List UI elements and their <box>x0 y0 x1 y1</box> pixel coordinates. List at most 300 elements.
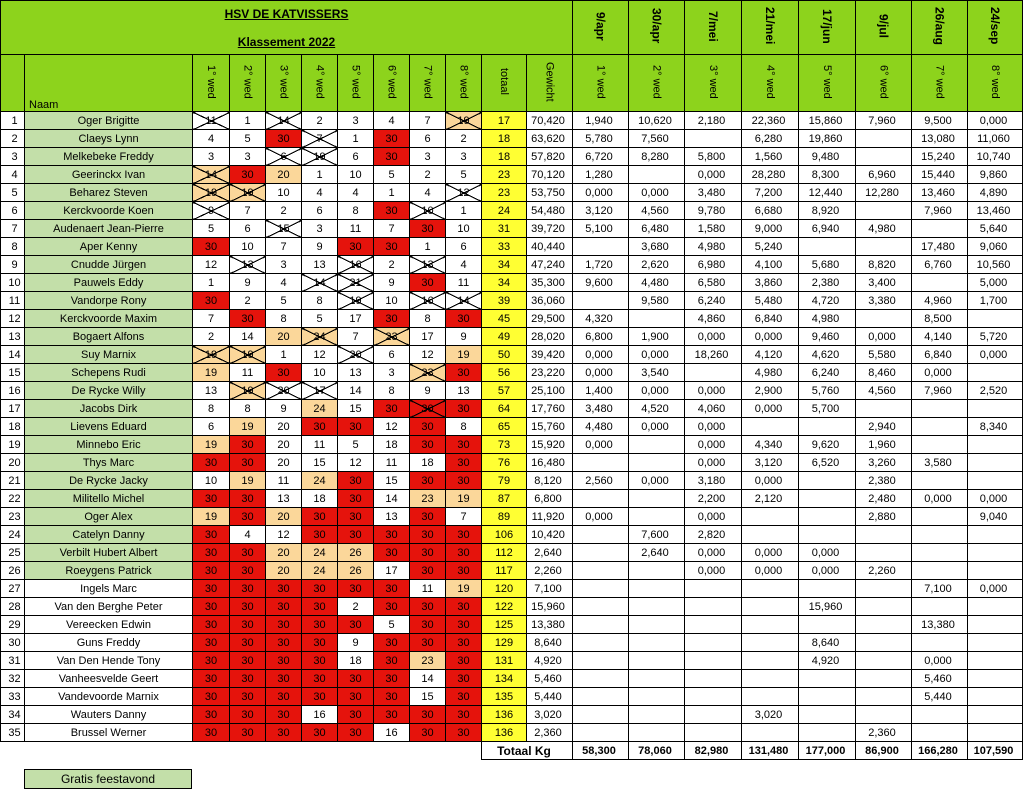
name-header: Naam <box>25 55 193 112</box>
weight-cell: 2,360 <box>856 724 912 742</box>
weight-cell <box>629 454 685 472</box>
rank-cell: 5 <box>1 184 25 202</box>
total-points: 125 <box>482 616 527 634</box>
placing-cell: 30 <box>230 598 266 616</box>
placing-cell: 13 <box>266 490 302 508</box>
placing-cell: 30 <box>446 670 482 688</box>
placing-cell: 19 <box>193 364 230 382</box>
placing-cell: 9 <box>193 202 230 220</box>
placing-cell: 30 <box>302 526 338 544</box>
placing-cell: 20 <box>266 508 302 526</box>
placing-cell: 5 <box>230 130 266 148</box>
weight-cell <box>968 364 1023 382</box>
weight-cell <box>742 508 799 526</box>
weight-cell <box>799 238 856 256</box>
total-points: 57 <box>482 382 527 400</box>
rank-cell: 34 <box>1 706 25 724</box>
weight-cell: 0,000 <box>799 562 856 580</box>
placing-cell: 10 <box>338 166 374 184</box>
placing-cell: 30 <box>230 310 266 328</box>
weight-cell <box>968 310 1023 328</box>
placing-cell: 30 <box>266 688 302 706</box>
weight-cell: 4,720 <box>799 292 856 310</box>
total-kg-cell: 82,980 <box>685 742 742 760</box>
placing-cell: 11 <box>193 112 230 130</box>
placing-cell: 4 <box>302 184 338 202</box>
total-weight: 10,420 <box>527 526 573 544</box>
placing-cell: 19 <box>193 346 230 364</box>
competitor-name: Roeygens Patrick <box>25 562 193 580</box>
placing-cell: 6 <box>193 418 230 436</box>
weight-cell: 6,240 <box>799 364 856 382</box>
placing-cell: 10 <box>374 292 410 310</box>
placing-cell: 30 <box>193 544 230 562</box>
placing-cell: 30 <box>302 634 338 652</box>
placing-cell: 30 <box>410 616 446 634</box>
total-points: 24 <box>482 202 527 220</box>
placing-cell: 30 <box>410 400 446 418</box>
weight-cell: 9,580 <box>629 292 685 310</box>
placing-cell: 12 <box>374 418 410 436</box>
weight-cell: 0,000 <box>685 382 742 400</box>
table-row <box>1 508 1023 526</box>
weight-cell: 4,890 <box>968 184 1023 202</box>
placing-cell: 30 <box>193 706 230 724</box>
rank-cell: 22 <box>1 490 25 508</box>
total-weight: 7,100 <box>527 580 573 598</box>
weight-cell: 5,760 <box>799 382 856 400</box>
placing-cell: 6 <box>266 148 302 166</box>
weight-cell: 4,960 <box>912 292 968 310</box>
wed-header: 7° wed <box>410 55 446 112</box>
placing-cell: 30 <box>230 436 266 454</box>
competitor-name: Van Den Hende Tony <box>25 652 193 670</box>
rank-cell: 33 <box>1 688 25 706</box>
weight-cell <box>685 364 742 382</box>
rank-cell: 29 <box>1 616 25 634</box>
total-weight: 40,440 <box>527 238 573 256</box>
total-weight: 15,760 <box>527 418 573 436</box>
weight-cell <box>742 598 799 616</box>
placing-cell: 11 <box>302 436 338 454</box>
placing-cell: 14 <box>266 112 302 130</box>
placing-cell: 30 <box>446 562 482 580</box>
weight-cell <box>856 652 912 670</box>
total-kg-cell: 107,590 <box>968 742 1023 760</box>
weight-cell <box>629 562 685 580</box>
placing-cell: 23 <box>410 490 446 508</box>
weight-cell <box>912 526 968 544</box>
weight-cell <box>629 706 685 724</box>
placing-cell: 30 <box>410 544 446 562</box>
weight-cell: 15,240 <box>912 148 968 166</box>
placing-cell: 30 <box>266 706 302 724</box>
weight-header: Gewicht <box>527 55 573 112</box>
placing-cell: 5 <box>374 166 410 184</box>
weight-cell <box>856 238 912 256</box>
table-row <box>1 652 1023 670</box>
wed-header: 1° wed <box>193 55 230 112</box>
placing-cell: 19 <box>302 148 338 166</box>
placing-cell: 3 <box>338 112 374 130</box>
table-row <box>1 670 1023 688</box>
placing-cell: 4 <box>193 130 230 148</box>
weight-cell <box>856 688 912 706</box>
weight-cell <box>685 598 742 616</box>
total-weight: 63,620 <box>527 130 573 148</box>
placing-cell: 30 <box>446 472 482 490</box>
competitor-name: Cnudde Jürgen <box>25 256 193 274</box>
weight-cell: 7,960 <box>912 382 968 400</box>
total-weight: 6,800 <box>527 490 573 508</box>
weight-cell <box>968 454 1023 472</box>
placing-cell: 30 <box>266 580 302 598</box>
weight-cell: 9,460 <box>799 328 856 346</box>
total-kg-cell: 58,300 <box>573 742 629 760</box>
weight-cell: 0,000 <box>573 508 629 526</box>
total-weight: 2,360 <box>527 724 573 742</box>
placing-cell: 5 <box>302 310 338 328</box>
placing-cell: 13 <box>302 256 338 274</box>
placing-cell: 9 <box>266 400 302 418</box>
total-weight: 54,480 <box>527 202 573 220</box>
weight-cell <box>856 598 912 616</box>
weight-cell: 13,080 <box>912 130 968 148</box>
date-wed-header: 5° wed <box>799 55 856 112</box>
weight-cell: 4,120 <box>742 346 799 364</box>
weight-cell <box>912 544 968 562</box>
weight-cell: 2,200 <box>685 490 742 508</box>
placing-cell: 30 <box>302 598 338 616</box>
placing-cell: 1 <box>374 184 410 202</box>
weight-cell: 2,940 <box>856 418 912 436</box>
weight-cell: 0,000 <box>573 184 629 202</box>
competitor-name: Brussel Werner <box>25 724 193 742</box>
weight-cell: 0,000 <box>573 436 629 454</box>
weight-cell: 0,000 <box>685 328 742 346</box>
placing-cell: 30 <box>410 598 446 616</box>
total-kg-cell: 166,280 <box>912 742 968 760</box>
placing-cell: 19 <box>230 418 266 436</box>
table-row <box>1 220 1023 238</box>
weight-cell: 6,800 <box>573 328 629 346</box>
weight-cell: 4,480 <box>573 418 629 436</box>
placing-cell: 9 <box>374 274 410 292</box>
placing-cell: 4 <box>230 526 266 544</box>
placing-cell: 30 <box>266 598 302 616</box>
weight-cell: 3,180 <box>685 472 742 490</box>
placing-cell: 6 <box>446 238 482 256</box>
weight-cell <box>912 598 968 616</box>
total-points: 34 <box>482 274 527 292</box>
placing-cell: 30 <box>338 508 374 526</box>
total-kg-cell: 131,480 <box>742 742 799 760</box>
placing-cell: 23 <box>410 652 446 670</box>
placing-cell: 7 <box>266 238 302 256</box>
placing-cell: 30 <box>446 400 482 418</box>
placing-cell: 30 <box>446 436 482 454</box>
weight-cell <box>629 580 685 598</box>
placing-cell: 19 <box>230 184 266 202</box>
weight-cell <box>912 706 968 724</box>
rank-cell: 12 <box>1 310 25 328</box>
placing-cell: 13 <box>193 382 230 400</box>
placing-cell: 30 <box>374 688 410 706</box>
weight-cell: 6,760 <box>912 256 968 274</box>
weight-cell: 6,580 <box>685 274 742 292</box>
placing-cell: 19 <box>446 490 482 508</box>
total-points: 56 <box>482 364 527 382</box>
placing-cell: 11 <box>266 472 302 490</box>
placing-cell: 5 <box>446 166 482 184</box>
placing-cell: 2 <box>410 166 446 184</box>
placing-cell: 4 <box>446 256 482 274</box>
total-weight: 23,220 <box>527 364 573 382</box>
placing-cell: 30 <box>193 652 230 670</box>
weight-cell: 0,000 <box>685 166 742 184</box>
date-header: 9/jul <box>856 1 912 55</box>
placing-cell: 5 <box>266 292 302 310</box>
weight-cell: 0,000 <box>968 490 1023 508</box>
weight-cell <box>573 544 629 562</box>
placing-cell: 2 <box>374 256 410 274</box>
placing-cell: 30 <box>410 724 446 742</box>
placing-cell: 14 <box>410 670 446 688</box>
placing-cell: 16 <box>302 706 338 724</box>
table-row <box>1 706 1023 724</box>
weight-cell <box>573 652 629 670</box>
weight-cell: 8,300 <box>799 166 856 184</box>
total-points: 33 <box>482 238 527 256</box>
weight-cell: 4,560 <box>629 202 685 220</box>
weight-cell: 0,000 <box>629 184 685 202</box>
weight-cell: 5,680 <box>799 256 856 274</box>
placing-cell: 30 <box>374 238 410 256</box>
weight-cell: 3,680 <box>629 238 685 256</box>
weight-cell: 2,180 <box>685 112 742 130</box>
rank-cell: 27 <box>1 580 25 598</box>
weight-cell <box>573 724 629 742</box>
competitor-name: Schepens Rudi <box>25 364 193 382</box>
placing-cell: 26 <box>338 562 374 580</box>
weight-cell: 1,700 <box>968 292 1023 310</box>
total-weight: 35,300 <box>527 274 573 292</box>
placing-cell: 30 <box>410 274 446 292</box>
competitor-name: Lievens Eduard <box>25 418 193 436</box>
weight-cell: 0,000 <box>742 544 799 562</box>
total-weight: 25,100 <box>527 382 573 400</box>
placing-cell: 18 <box>410 454 446 472</box>
weight-cell: 22,360 <box>742 112 799 130</box>
weight-cell <box>629 508 685 526</box>
weight-cell: 5,460 <box>912 670 968 688</box>
placing-cell: 3 <box>266 256 302 274</box>
weight-cell: 0,000 <box>685 454 742 472</box>
placing-cell: 30 <box>446 706 482 724</box>
placing-cell: 30 <box>230 580 266 598</box>
weight-cell: 6,520 <box>799 454 856 472</box>
weight-cell <box>573 292 629 310</box>
weight-cell <box>629 490 685 508</box>
competitor-name: Kerckvoorde Koen <box>25 202 193 220</box>
placing-cell: 1 <box>230 112 266 130</box>
table-row <box>1 364 1023 382</box>
placing-cell: 30 <box>374 526 410 544</box>
placing-cell: 30 <box>193 562 230 580</box>
date-wed-header: 4° wed <box>742 55 799 112</box>
total-points: 120 <box>482 580 527 598</box>
weight-cell: 5,800 <box>685 148 742 166</box>
rank-cell: 14 <box>1 346 25 364</box>
placing-cell: 3 <box>193 148 230 166</box>
weight-cell: 0,000 <box>856 328 912 346</box>
placing-cell: 30 <box>446 634 482 652</box>
weight-cell <box>629 634 685 652</box>
weight-cell: 6,840 <box>742 310 799 328</box>
table-row <box>1 238 1023 256</box>
weight-cell <box>968 436 1023 454</box>
wed-header: 6° wed <box>374 55 410 112</box>
weight-cell <box>856 706 912 724</box>
placing-cell: 12 <box>302 346 338 364</box>
placing-cell: 13 <box>374 508 410 526</box>
placing-cell: 30 <box>302 508 338 526</box>
total-points: 64 <box>482 400 527 418</box>
placing-cell: 19 <box>193 436 230 454</box>
weight-cell <box>912 472 968 490</box>
placing-cell: 8 <box>193 400 230 418</box>
placing-cell: 30 <box>302 418 338 436</box>
placing-cell: 30 <box>374 202 410 220</box>
placing-cell: 30 <box>446 688 482 706</box>
placing-cell: 11 <box>446 274 482 292</box>
weight-cell <box>856 202 912 220</box>
table-row <box>1 436 1023 454</box>
rank-cell: 18 <box>1 418 25 436</box>
placing-cell: 11 <box>338 220 374 238</box>
total-weight: 39,720 <box>527 220 573 238</box>
table-row <box>1 346 1023 364</box>
weight-cell: 8,500 <box>912 310 968 328</box>
placing-cell: 7 <box>230 202 266 220</box>
placing-cell: 9 <box>410 382 446 400</box>
weight-cell: 0,000 <box>685 508 742 526</box>
rank-cell: 3 <box>1 148 25 166</box>
date-header: 24/sep <box>968 1 1023 55</box>
weight-cell: 1,280 <box>573 166 629 184</box>
weight-cell <box>629 616 685 634</box>
placing-cell: 12 <box>193 256 230 274</box>
placing-cell: 8 <box>302 292 338 310</box>
date-wed-header: 3° wed <box>685 55 742 112</box>
weight-cell: 4,320 <box>573 310 629 328</box>
rank-cell: 23 <box>1 508 25 526</box>
weight-cell: 6,680 <box>742 202 799 220</box>
weight-cell: 0,000 <box>968 112 1023 130</box>
total-points: 79 <box>482 472 527 490</box>
weight-cell <box>799 472 856 490</box>
weight-cell <box>856 634 912 652</box>
weight-cell: 0,000 <box>912 364 968 382</box>
weight-cell: 5,700 <box>799 400 856 418</box>
weight-cell <box>685 652 742 670</box>
placing-cell: 4 <box>374 112 410 130</box>
placing-cell: 30 <box>302 652 338 670</box>
competitor-name: Vandevoorde Marnix <box>25 688 193 706</box>
placing-cell: 21 <box>338 274 374 292</box>
placing-cell: 1 <box>193 274 230 292</box>
weight-cell: 7,960 <box>912 202 968 220</box>
table-row <box>1 148 1023 166</box>
placing-cell: 5 <box>374 616 410 634</box>
rank-cell: 35 <box>1 724 25 742</box>
total-weight: 5,460 <box>527 670 573 688</box>
placing-cell: 30 <box>230 544 266 562</box>
weight-cell: 5,440 <box>912 688 968 706</box>
weight-cell <box>573 598 629 616</box>
weight-cell: 1,580 <box>685 220 742 238</box>
weight-cell: 4,980 <box>685 238 742 256</box>
placing-cell: 30 <box>338 688 374 706</box>
weight-cell <box>573 634 629 652</box>
table-row <box>1 130 1023 148</box>
competitor-name: Ingels Marc <box>25 580 193 598</box>
placing-cell: 7 <box>338 328 374 346</box>
placing-cell: 14 <box>446 292 482 310</box>
placing-cell: 8 <box>230 400 266 418</box>
placing-cell: 13 <box>410 256 446 274</box>
weight-cell: 15,960 <box>799 598 856 616</box>
rank-cell: 25 <box>1 544 25 562</box>
total-weight: 13,380 <box>527 616 573 634</box>
placing-cell: 30 <box>193 454 230 472</box>
total-weight: 16,480 <box>527 454 573 472</box>
placing-cell: 20 <box>266 382 302 400</box>
placing-cell: 24 <box>302 328 338 346</box>
wed-header: 5° wed <box>338 55 374 112</box>
placing-cell: 30 <box>374 148 410 166</box>
placing-cell: 30 <box>230 652 266 670</box>
weight-cell <box>799 670 856 688</box>
placing-cell: 20 <box>266 562 302 580</box>
competitor-name: Vandorpe Rony <box>25 292 193 310</box>
table-row <box>1 616 1023 634</box>
weight-cell: 3,260 <box>856 454 912 472</box>
weight-cell <box>742 634 799 652</box>
weight-cell <box>629 724 685 742</box>
placing-cell: 30 <box>266 724 302 742</box>
placing-cell: 11 <box>410 580 446 598</box>
weight-cell <box>968 472 1023 490</box>
placing-cell: 30 <box>338 616 374 634</box>
placing-cell: 2 <box>302 112 338 130</box>
total-points: 18 <box>482 130 527 148</box>
competitor-name: Oger Alex <box>25 508 193 526</box>
weight-cell <box>629 688 685 706</box>
date-header: 17/jun <box>799 1 856 55</box>
total-weight: 15,920 <box>527 436 573 454</box>
placing-cell: 1 <box>338 130 374 148</box>
date-wed-header: 8° wed <box>968 55 1023 112</box>
placing-cell: 14 <box>338 382 374 400</box>
competitor-name: Claeys Lynn <box>25 130 193 148</box>
weight-cell: 3,120 <box>573 202 629 220</box>
placing-cell: 30 <box>266 616 302 634</box>
wed-header: 3° wed <box>266 55 302 112</box>
weight-cell: 0,000 <box>629 472 685 490</box>
weight-cell: 13,460 <box>912 184 968 202</box>
placing-cell: 2 <box>446 130 482 148</box>
